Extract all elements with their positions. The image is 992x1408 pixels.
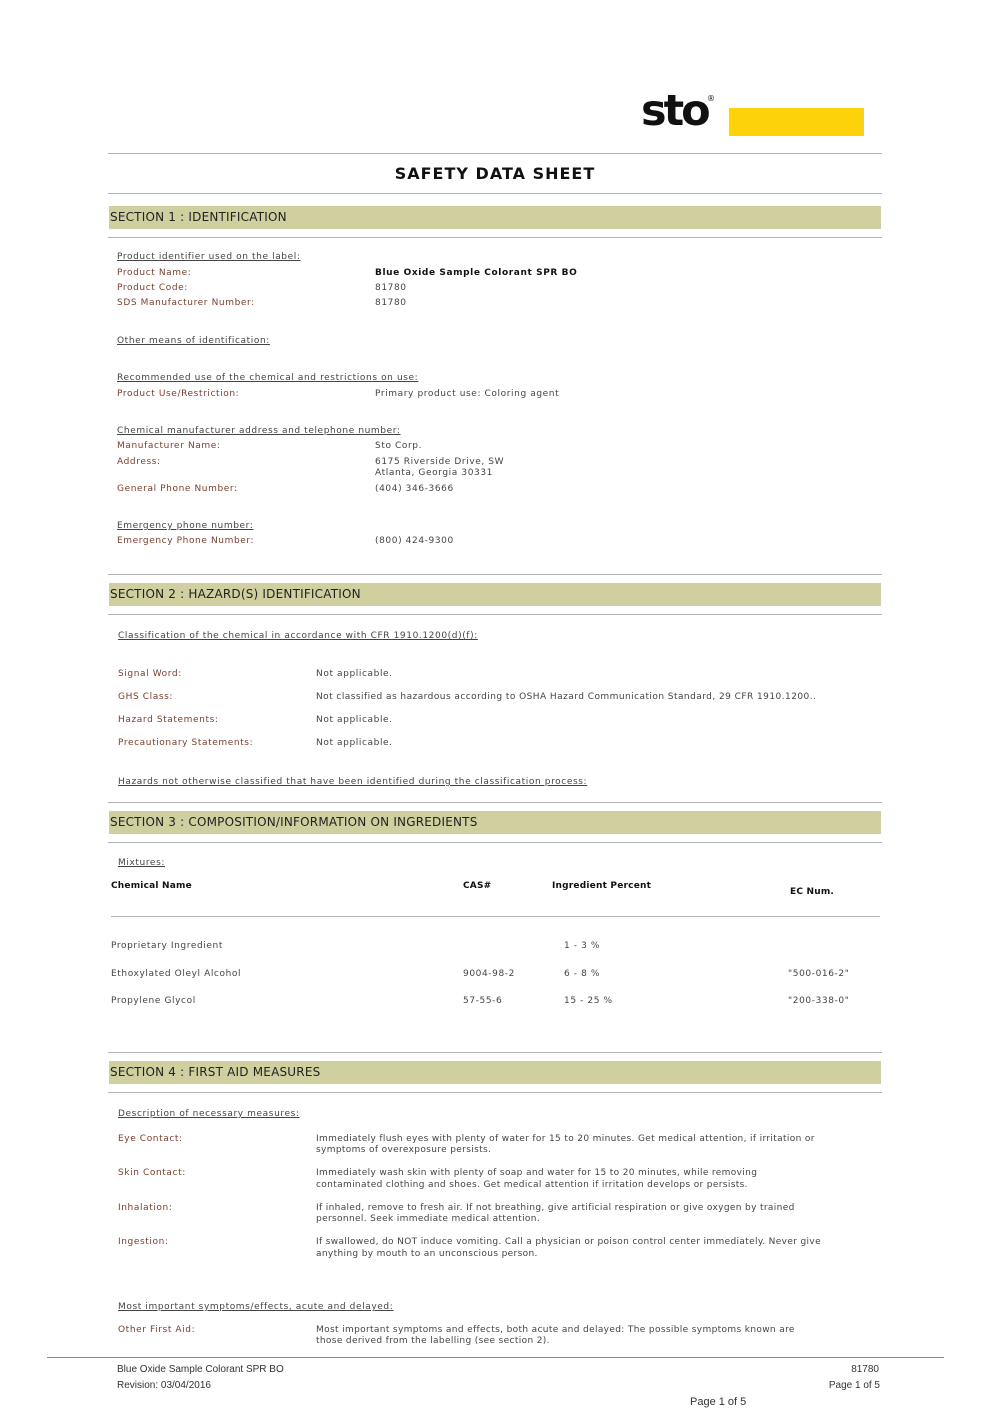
- section-4-title: SECTION 4 : FIRST AID MEASURES: [110, 1065, 321, 1079]
- other-first-aid-label: Other First Aid:: [118, 1325, 196, 1335]
- product-use-value: Primary product use: Coloring agent: [375, 389, 560, 399]
- sds-number-value: 81780: [375, 298, 407, 308]
- inhalation-label: Inhalation:: [118, 1203, 173, 1213]
- section-1-rule: [108, 237, 882, 238]
- ingestion-line-1: If swallowed, do NOT induce vomiting. Call a physician or poison control center immediately. Never give: [316, 1237, 821, 1247]
- footer-revision: Revision: 03/04/2016: [117, 1380, 211, 1391]
- inhalation-line-1: If inhaled, remove to fresh air. If not breathing, give artificial respiration or give oxygen by trained: [316, 1203, 795, 1213]
- cell-percent: 6 - 8 %: [564, 969, 601, 979]
- inhalation-line-2: personnel. Seek immediate medical attention.: [316, 1214, 541, 1224]
- header-rule-top: [108, 153, 882, 154]
- mixtures-heading: Mixtures:: [118, 858, 165, 868]
- section-3-title: SECTION 3 : COMPOSITION/INFORMATION ON INGREDIENTS: [110, 815, 478, 829]
- footer-product-name: Blue Oxide Sample Colorant SPR BO: [117, 1364, 284, 1375]
- section-2-rule: [108, 614, 882, 615]
- precautionary-value: Not applicable.: [316, 738, 393, 748]
- page-title: SAFETY DATA SHEET: [394, 164, 596, 183]
- footer-page-cut: Page 1 of 5: [690, 1396, 747, 1408]
- hnoc-heading: Hazards not otherwise classified that have been identified during the classification process:: [118, 777, 588, 787]
- sds-number-label: SDS Manufacturer Number:: [117, 298, 255, 308]
- product-code-value: 81780: [375, 283, 407, 293]
- section-1-header: [109, 206, 881, 229]
- symptoms-heading: Most important symptoms/effects, acute and delayed:: [118, 1302, 394, 1312]
- address-label: Address:: [117, 457, 161, 467]
- cell-chemical-name: Propylene Glycol: [111, 996, 196, 1006]
- description-heading: Description of necessary measures:: [118, 1109, 300, 1119]
- signal-word-label: Signal Word:: [118, 669, 182, 679]
- ghs-class-value: Not classified as hazardous according to OSHA Hazard Communication Standard, 29 CFR 1910.1200..: [316, 692, 817, 702]
- general-phone-value: (404) 346-3666: [375, 484, 454, 494]
- emergency-heading: Emergency phone number:: [117, 521, 254, 531]
- product-identifier-heading: Product identifier used on the label:: [117, 252, 301, 262]
- registered-mark: ®: [707, 94, 715, 103]
- cell-cas: 57-55-6: [463, 996, 503, 1006]
- product-name-label: Product Name:: [117, 268, 192, 278]
- classification-heading: Classification of the chemical in accordance with CFR 1910.1200(d)(f):: [118, 631, 478, 641]
- product-code-label: Product Code:: [117, 283, 188, 293]
- section-4-rule-top: [108, 1052, 882, 1053]
- section-4-rule: [108, 1092, 882, 1093]
- skin-contact-line-2: contaminated clothing and shoes. Get medical attention if irritation develops or persists.: [316, 1180, 748, 1190]
- logo-text: sto: [641, 86, 708, 136]
- ghs-class-label: GHS Class:: [118, 692, 174, 702]
- sto-logo: [641, 86, 717, 140]
- cell-ec-num: "200-338-0": [788, 996, 850, 1006]
- col-header-ec-num: EC Num.: [790, 887, 835, 897]
- footer-rule: [47, 1357, 944, 1358]
- cell-chemical-name: Ethoxylated Oleyl Alcohol: [111, 969, 242, 979]
- section-3-header: [109, 811, 881, 834]
- eye-contact-line-1: Immediately flush eyes with plenty of water for 15 to 20 minutes. Get medical attention, if irritation or: [316, 1134, 815, 1144]
- manufacturer-name-value: Sto Corp.: [375, 441, 423, 451]
- ingestion-line-2: anything by mouth to an unconscious person.: [316, 1249, 538, 1259]
- skin-contact-label: Skin Contact:: [118, 1168, 186, 1178]
- section-2-header: [109, 583, 881, 606]
- col-header-ingredient-percent: Ingredient Percent: [552, 881, 652, 891]
- recommended-use-heading: Recommended use of the chemical and restrictions on use:: [117, 373, 419, 383]
- other-first-aid-line-1: Most important symptoms and effects, both acute and delayed: The possible symptoms known are: [316, 1325, 795, 1335]
- section-2-title: SECTION 2 : HAZARD(S) IDENTIFICATION: [110, 587, 361, 601]
- precautionary-label: Precautionary Statements:: [118, 738, 254, 748]
- other-first-aid-line-2: those derived from the labelling (see section 2).: [316, 1336, 550, 1346]
- section-2-rule-top: [108, 574, 882, 575]
- section-3-rule-top: [108, 802, 882, 803]
- cell-percent: 1 - 3 %: [564, 941, 601, 951]
- ingestion-label: Ingestion:: [118, 1237, 169, 1247]
- footer-code: 81780: [851, 1364, 879, 1375]
- cell-cas: 9004-98-2: [463, 969, 515, 979]
- section-4-header: [109, 1061, 881, 1084]
- hazard-statements-label: Hazard Statements:: [118, 715, 219, 725]
- footer-page: Page 1 of 5: [828, 1380, 880, 1391]
- manufacturer-heading: Chemical manufacturer address and telephone number:: [117, 426, 401, 436]
- manufacturer-name-label: Manufacturer Name:: [117, 441, 221, 451]
- product-name-value: Blue Oxide Sample Colorant SPR BO: [375, 268, 578, 278]
- general-phone-label: General Phone Number:: [117, 484, 238, 494]
- header-rule-bottom: [108, 193, 882, 194]
- address-line-2: Atlanta, Georgia 30331: [375, 468, 493, 478]
- emergency-phone-label: Emergency Phone Number:: [117, 536, 255, 546]
- skin-contact-line-1: Immediately wash skin with plenty of soap and water for 15 to 20 minutes, while removing: [316, 1168, 758, 1178]
- cell-chemical-name: Proprietary Ingredient: [111, 941, 223, 951]
- section-1-title: SECTION 1 : IDENTIFICATION: [110, 210, 287, 224]
- product-use-label: Product Use/Restriction:: [117, 389, 240, 399]
- section-3-rule: [108, 842, 882, 843]
- emergency-phone-value: (800) 424-9300: [375, 536, 454, 546]
- eye-contact-label: Eye Contact:: [118, 1134, 183, 1144]
- brand-yellow-bar: [729, 108, 864, 136]
- signal-word-value: Not applicable.: [316, 669, 393, 679]
- hazard-statements-value: Not applicable.: [316, 715, 393, 725]
- address-line-1: 6175 Riverside Drive, SW: [375, 457, 505, 467]
- col-header-cas: CAS#: [463, 881, 492, 891]
- cell-percent: 15 - 25 %: [564, 996, 613, 1006]
- cell-ec-num: "500-016-2": [788, 969, 850, 979]
- col-header-chemical-name: Chemical Name: [111, 881, 192, 891]
- eye-contact-line-2: symptoms of overexposure persists.: [316, 1145, 492, 1155]
- other-means-heading: Other means of identification:: [117, 336, 270, 346]
- table-header-rule: [111, 916, 880, 917]
